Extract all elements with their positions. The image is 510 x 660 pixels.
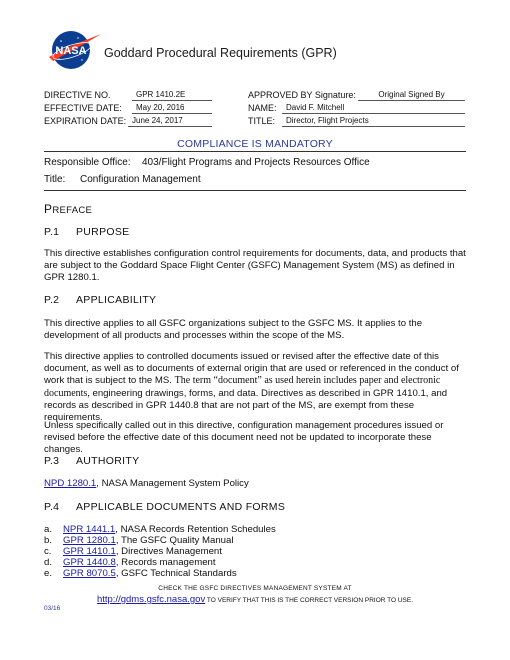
authority-rest: , NASA Management System Policy (96, 478, 249, 489)
document-desc: , NASA Records Retention Schedules (115, 524, 276, 535)
preface-heading (44, 202, 92, 216)
effective-date-label: EFFECTIVE DATE: (44, 103, 122, 113)
title-value: Director, Flight Projects (282, 116, 465, 127)
approved-by-value: Original Signed By (358, 90, 465, 101)
document-desc: , The GSFC Quality Manual (115, 535, 234, 546)
footer-notice: CHECK THE GSFC DIRECTIVES MANAGEMENT SYSTEM AT (158, 585, 352, 592)
section-p2-text1: This directive applies to all GSFC organizations subject to the GSFC MS. It applies to the development of all products and processes within the scope of the MS. (44, 318, 423, 342)
list-letter: b. (44, 535, 53, 546)
document-desc: , Directives Management (115, 546, 222, 557)
section-p1-title: PURPOSE (76, 226, 130, 238)
section-p2-text2-a: This directive applies to controlled documents issued or revised after the effective date of this document, as well as to documents of external origin that are used or referenced in the conduct of work that is subject to the MS. (44, 351, 459, 387)
approved-by-label: APPROVED BY Signature: (248, 90, 356, 100)
directive-no-label: DIRECTIVE NO. (44, 90, 111, 100)
logo-wordmark: NASA (55, 45, 87, 57)
section-p4-title: APPLICABLE DOCUMENTS AND FORMS (76, 501, 286, 513)
doc-title-value: Configuration Management (80, 174, 201, 185)
section-p2-text2 (44, 351, 468, 424)
npd-1280-1-link[interactable]: NPD 1280.1 (44, 478, 97, 489)
gdms-link[interactable]: http://gdms.gsfc.nasa.gov (96, 594, 206, 605)
section-p1-text: This directive establishes configuration control requirements for documents, data, and products that are subject to the Goddard Space Flight Center (GSFC) Management System (MS) as defined in GPR 1280.1. (44, 248, 466, 284)
document-link[interactable]: GPR 1280.1 (63, 535, 116, 546)
revision-date: 03/16 (44, 605, 61, 612)
footer-verify-text: TO VERIFY THAT THIS IS THE CORRECT VERSION PRIOR TO USE. (205, 597, 414, 604)
divider-bottom (44, 190, 466, 191)
document-desc: , GSFC Technical Standards (115, 568, 237, 579)
section-p2-text2-serif: The term “document” as used herein includes paper and electronic documents, (44, 375, 441, 399)
responsible-office-label: Responsible Office: (44, 157, 131, 168)
preface-rest: REFACE (52, 205, 93, 216)
authority-line (44, 478, 249, 490)
section-p2-text3: Unless specifically called out in this directive, configuration management procedures issued or revised before the effective date of this document need not be updated to incorporate these changes. (44, 420, 444, 456)
section-p3-title: AUTHORITY (76, 455, 140, 467)
document-desc: , Records management (115, 557, 216, 568)
title-label: TITLE: (248, 116, 276, 126)
expiration-date-label: EXPIRATION DATE: (44, 116, 127, 126)
section-p3-number: P.3 (44, 455, 60, 467)
name-value: David F. Mitchell (282, 103, 465, 114)
nasa-logo (47, 30, 103, 70)
document-link[interactable]: NPR 1441.1 (63, 524, 116, 535)
list-letter: e. (44, 568, 53, 579)
list-letter: c. (44, 546, 52, 557)
section-p2-title: APPLICABILITY (76, 294, 157, 306)
footer-verify-line (0, 594, 510, 605)
document-link[interactable]: GPR 1410.1 (63, 546, 116, 557)
list-letter: d. (44, 557, 53, 568)
section-p2-number: P.2 (44, 294, 60, 306)
responsible-office-value: 403/Flight Programs and Projects Resources Office (142, 157, 370, 168)
page-header-title: Goddard Procedural Requirements (GPR) (104, 46, 337, 60)
directive-no-value: GPR 1410.2E (132, 90, 212, 101)
section-p1-number: P.1 (44, 226, 60, 238)
document-list-item (44, 568, 237, 580)
name-label: NAME: (248, 103, 277, 113)
document-link[interactable]: GPR 1440.8 (63, 557, 116, 568)
preface-initial: P (44, 202, 53, 216)
compliance-banner: COMPLIANCE IS MANDATORY (177, 138, 333, 150)
divider-top (44, 151, 466, 152)
list-letter: a. (44, 524, 53, 535)
document-link[interactable]: GPR 8070.5 (63, 568, 116, 579)
doc-title-label: Title: (44, 174, 66, 185)
effective-date-value: May 20, 2016 (132, 103, 212, 114)
section-p2-text2-b: engineering drawings, forms, and data. Directives as described in GPR 1410.1, and records as described in GPR 1440.8 that are not part of the MS, are exempt from these requirements. (44, 387, 448, 424)
expiration-date-value: June 24, 2017 (128, 116, 212, 127)
section-p4-number: P.4 (44, 501, 60, 513)
